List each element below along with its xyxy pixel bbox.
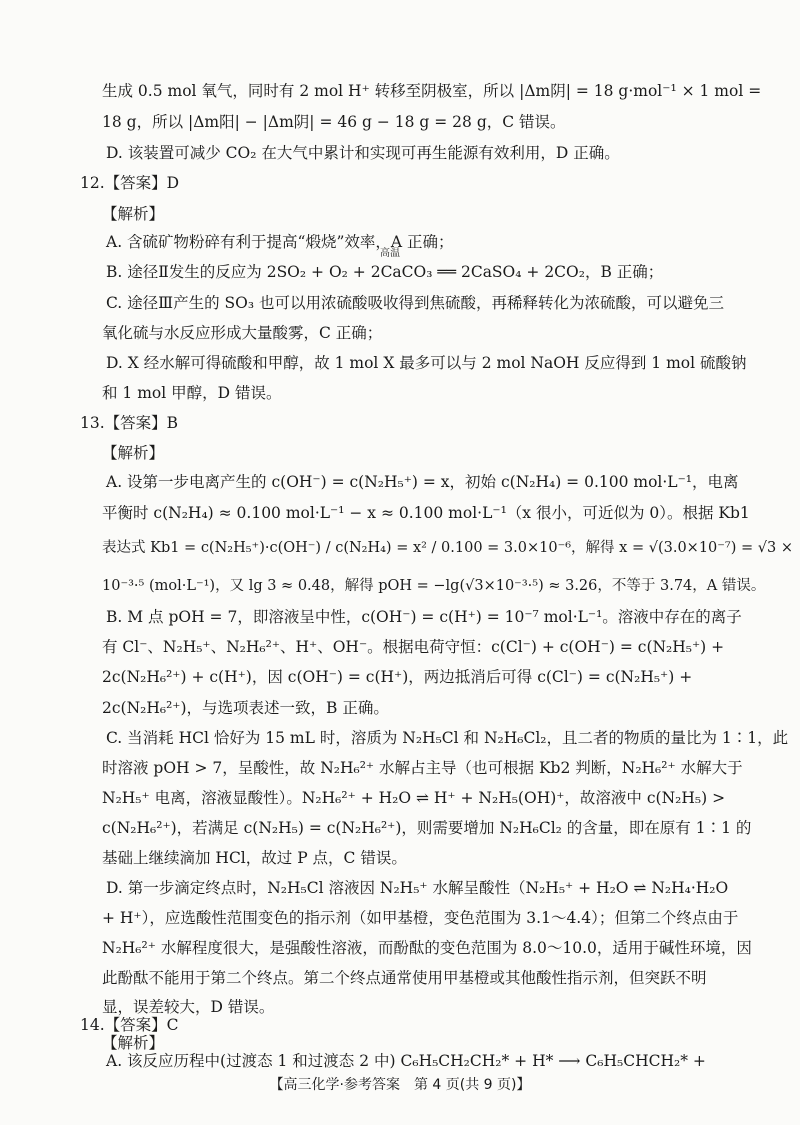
- text-line: 10⁻³·⁵ (mol·L⁻¹)，又 lg 3 ≈ 0.48，解得 pOH = −lg(√3×10⁻³·⁵) ≈ 3.26，不等于 3.74，A 错误。: [102, 578, 766, 594]
- text-line: 此酚酞不能用于第二个终点。第二个终点通常使用甲基橙或其他酸性指示剂，但突跃不明: [102, 969, 707, 987]
- text-line: 平衡时 c(N₂H₄) ≈ 0.100 mol·L⁻¹ − x ≈ 0.100 mol·L⁻¹（x 很小，可近似为 0）。根据 Kb1: [102, 504, 750, 522]
- text-line: B. 途径Ⅱ发生的反应为 2SO₂ + O₂ + 2CaCO₃ ══ 2CaSO₄ + 2CO₂，B 正确；: [106, 263, 664, 281]
- text-line: 和 1 mol 甲醇，D 错误。: [102, 384, 282, 402]
- text-line: + H⁺），应选酸性范围变色的指示剂（如甲基橙，变色范围为 3.1～4.4）；但第二个终点由于: [102, 909, 739, 927]
- analysis-heading: 【解析】: [102, 205, 165, 223]
- text-line: 2c(N₂H₆²⁺) + c(H⁺)，因 c(OH⁻) = c(H⁺)，两边抵消后可得 c(Cl⁻) = c(N₂H₅⁺) +: [102, 668, 693, 686]
- text-line: D. 第一步滴定终点时，N₂H₅Cl 溶液因 N₂H₅⁺ 水解呈酸性（N₂H₅⁺ + H₂O ⇌ N₂H₄·H₂O: [106, 879, 729, 897]
- text-line: N₂H₆²⁺ 水解程度很大，是强酸性溶液，而酚酞的变色范围为 8.0～10.0，适用于碱性环境，因: [102, 939, 752, 957]
- text-line: D. 该装置可减少 CO₂ 在大气中累计和实现可再生能源有效利用，D 正确。: [106, 144, 620, 162]
- text-line: 18 g，所以 |Δm阳| − |Δm阴| = 46 g − 18 g = 28 g，C 错误。: [102, 113, 566, 131]
- text-line: 2c(N₂H₆²⁺)，与选项表述一致，B 正确。: [102, 699, 389, 717]
- text-line: C. 当消耗 HCl 恰好为 15 mL 时，溶质为 N₂H₅Cl 和 N₂H₆Cl₂，且二者的物质的量比为 1∶1，此: [106, 729, 789, 747]
- text-line: 基础上继续滴加 HCl，故过 P 点，C 错误。: [102, 849, 407, 867]
- text-line: B. M 点 pOH = 7，即溶液呈中性，c(OH⁻) = c(H⁺) = 10⁻⁷ mol·L⁻¹。溶液中存在的离子: [106, 608, 742, 626]
- condition-label: 高温: [380, 248, 400, 259]
- text-line: 有 Cl⁻、N₂H₅⁺、N₂H₆²⁺、H⁺、OH⁻。根据电荷守恒：c(Cl⁻) + c(OH⁻) = c(N₂H₅⁺) +: [102, 638, 725, 656]
- answer-heading-14: 14.【答案】C: [80, 1016, 179, 1034]
- equation-line: 表达式 Kb1 = c(N₂H₅⁺)·c(OH⁻) / c(N₂H₄) = x² / 0.100 = 3.0×10⁻⁶，解得 x = √(3.0×10⁻⁷) = √3 ×: [102, 540, 793, 556]
- text-line: c(N₂H₆²⁺)，若满足 c(N₂H₅) = c(N₂H₆²⁺)，则需要增加 N₂H₆Cl₂ 的含量，即在原有 1∶1 的: [102, 819, 752, 837]
- answer-heading-12: 12.【答案】D: [80, 174, 180, 192]
- page-footer: 【高三化学·参考答案 第 4 页(共 9 页)】: [269, 1077, 531, 1093]
- text-line: N₂H₅⁺ 电离，溶液显酸性）。N₂H₆²⁺ + H₂O ⇌ H⁺ + N₂H₅(OH)⁺，故溶液中 c(N₂H₅) >: [102, 789, 726, 807]
- text-line: 显，误差较大，D 错误。: [102, 998, 275, 1016]
- answer-heading-13: 13.【答案】B: [80, 414, 179, 432]
- text-line: D. X 经水解可得硫酸和甲醇，故 1 mol X 最多可以与 2 mol NaOH 反应得到 1 mol 硫酸钠: [106, 354, 747, 372]
- text-line: 生成 0.5 mol 氧气，同时有 2 mol H⁺ 转移至阴极室，所以 |Δm阴| = 18 g·mol⁻¹ × 1 mol =: [102, 82, 762, 100]
- analysis-heading: 【解析】: [102, 444, 165, 462]
- text-line: 时溶液 pOH > 7，呈酸性，故 N₂H₆²⁺ 水解占主导（也可根据 Kb2 判断，N₂H₆²⁺ 水解大于: [102, 759, 743, 777]
- text-line: A. 设第一步电离产生的 c(OH⁻) = c(N₂H₅⁺) = x，初始 c(N₂H₄) = 0.100 mol·L⁻¹，电离: [106, 473, 739, 491]
- text-line: 氧化硫与水反应形成大量酸雾，C 正确；: [102, 324, 383, 342]
- text-line: C. 途径Ⅲ产生的 SO₃ 也可以用浓硫酸吸收得到焦硫酸，再稀释转化为浓硫酸，可以避免三: [106, 294, 725, 312]
- text-line: A. 该反应历程中(过渡态 1 和过渡态 2 中) C₆H₅CH₂CH₂* + H* ⟶ C₆H₅CHCH₂* +: [106, 1052, 706, 1070]
- analysis-heading: 【解析】: [102, 1034, 165, 1052]
- text-line: A. 含硫矿物粉碎有利于提高“煅烧”效率，A 正确；: [106, 233, 454, 251]
